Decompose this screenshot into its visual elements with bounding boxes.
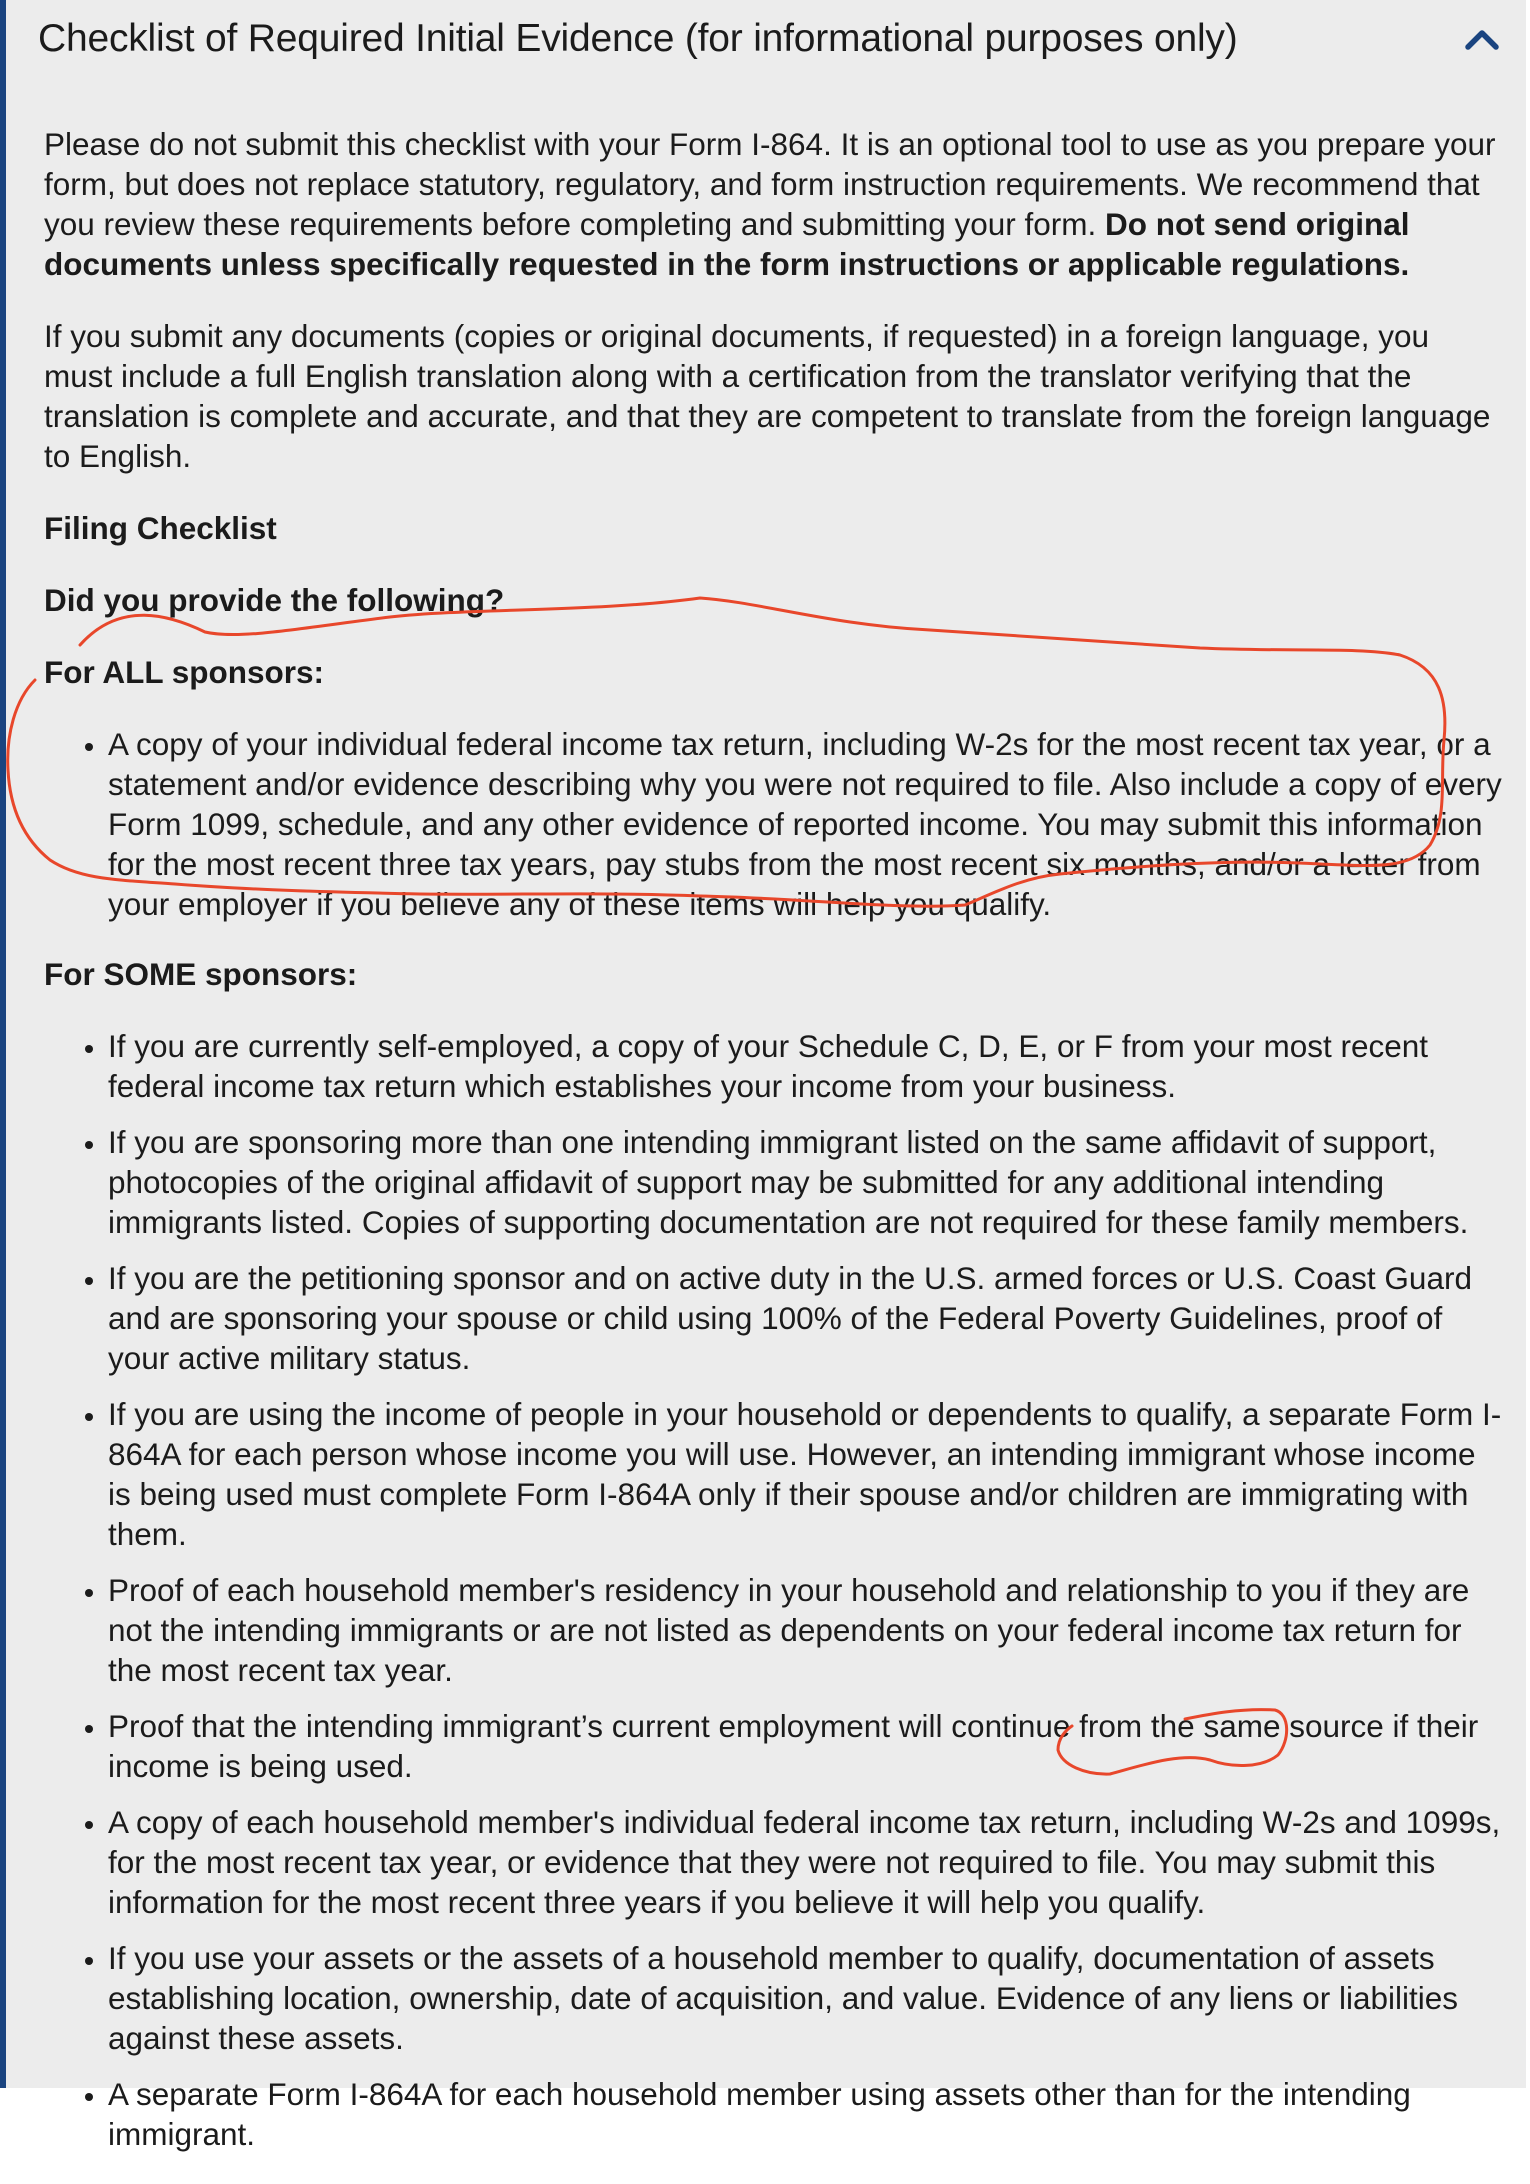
list-item: • If you are sponsoring more than one intending immigrant listed on the same affidavit of support, photocopies of the original affidavit of support may be submitted for any additional intending immigrants listed. Copies of supporting documentation are not required for these family members. bbox=[108, 1122, 1506, 1242]
list-item: • If you are using the income of people in your household or dependents to qualify, a separate Form I-864A for each person whose income you will use. However, an intending immigrant whose income is being used must complete Form I-864A only if their spouse and/or children are immigrating with them. bbox=[108, 1394, 1506, 1554]
some-sponsors-list bbox=[44, 1026, 1506, 2154]
list-item: • Proof of each household member's residency in your household and relationship to you if they are not the intending immigrants or are not listed as dependents on your federal income tax return for the most recent tax year. bbox=[108, 1570, 1506, 1690]
checklist-question: Did you provide the following? bbox=[44, 582, 505, 618]
accordion-content bbox=[44, 124, 1506, 2184]
collapse-button[interactable] bbox=[1456, 13, 1508, 65]
filing-checklist-heading: Filing Checklist bbox=[44, 510, 277, 546]
list-item: • A copy of each household member's individual federal income tax return, including W-2s and 1099s, for the most recent tax year, or evidence that they were not required to file. You may submit this information for the most recent three years if you believe it will help you qualify. bbox=[108, 1802, 1506, 1922]
intro-text: Please do not submit this checklist with your Form I-864. It is an optional tool to use as you prepare your form, but does not replace statutory, regulatory, and form instruction requirements. We recommend that you review these requirements before completing and submitting your form. bbox=[44, 126, 1496, 242]
list-item: • If you are currently self-employed, a copy of your Schedule C, D, E, or F from your most recent federal income tax return which establishes your income from your business. bbox=[108, 1026, 1506, 1106]
list-item: • A separate Form I-864A for each household member using assets other than for the intending immigrant. bbox=[108, 2074, 1506, 2154]
list-item: • A copy of your individual federal income tax return, including W-2s for the most recent tax year, or a statement and/or evidence describing why you were not required to file. Also include a copy of every Form 1099, schedule, and any other evidence of reported income. You may submit this information for the most recent three tax years, pay stubs from the most recent six months, and/or a letter from your employer if you believe any of these items will help you qualify. bbox=[108, 724, 1506, 924]
list-item: • If you use your assets or the assets of a household member to qualify, documentation of assets establishing location, ownership, date of acquisition, and value. Evidence of any liens or liabilities against these assets. bbox=[108, 1938, 1506, 2058]
accordion-title[interactable]: Checklist of Required Initial Evidence (for informational purposes only) bbox=[38, 17, 1238, 60]
some-sponsors-heading: For SOME sponsors: bbox=[44, 956, 358, 992]
all-sponsors-heading: For ALL sponsors: bbox=[44, 654, 325, 690]
list-item: • Proof that the intending immigrant’s current employment will continue from the same source if their income is being used. bbox=[108, 1706, 1506, 1786]
translation-paragraph: If you submit any documents (copies or original documents, if requested) in a foreign language, you must include a full English translation along with a certification from the translator verifying that the translation is complete and accurate, and that they are competent to translate from the foreign language to English. bbox=[44, 318, 1491, 474]
list-item: • If you are the petitioning sponsor and on active duty in the U.S. armed forces or U.S. Coast Guard and are sponsoring your spouse or child using 100% of the Federal Poverty Guidelines, proof of your active military status. bbox=[108, 1258, 1506, 1378]
chevron-up-icon bbox=[1464, 28, 1500, 50]
accordion-header[interactable] bbox=[38, 10, 1508, 68]
intro-paragraph bbox=[44, 124, 1506, 284]
intro-warning: Do not send original documents unless specifically requested in the form instructions or applicable regulations. bbox=[44, 206, 1410, 282]
all-sponsors-list bbox=[44, 724, 1506, 924]
right-gutter bbox=[1526, 0, 1530, 2088]
